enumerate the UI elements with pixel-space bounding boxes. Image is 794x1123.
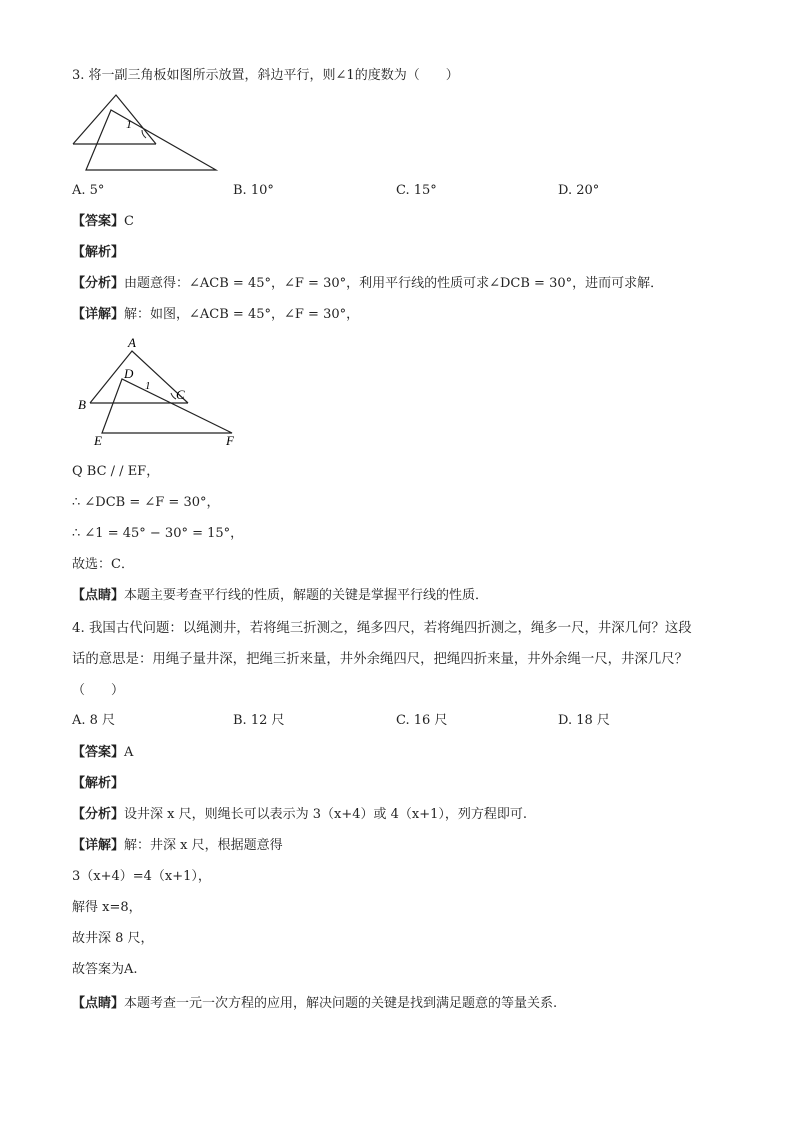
q4-answer-value: A <box>124 745 134 760</box>
q3-figure <box>66 90 226 176</box>
fig-label-1: 1 <box>145 380 151 392</box>
fig-label-a: A <box>128 335 136 350</box>
q3-dianjing-text: 本题主要考查平行线的性质，解题的关键是掌握平行线的性质． <box>124 588 489 603</box>
q3-fenxi-tag: 【分析】 <box>72 276 125 291</box>
q4-analysis-row <box>72 775 124 793</box>
q4-stem-line-1: 4. 我国古代问题：以绳测井，若将绳三折测之，绳多四尺，若将绳四折测之，绳多一尺，井深几何？这段 <box>72 621 692 636</box>
fig-label-d: D <box>124 366 134 381</box>
fig-label-b: B <box>78 397 86 412</box>
q3-fenxi-text: 由题意得：∠ACB = 45°，∠F = 30°，利用平行线的性质可求∠DCB = 30°，进而可求解． <box>124 276 664 291</box>
q4-stem-line-2: 话的意思是：用绳子量井深，把绳三折来量，井外余绳四尺，把绳四折来量，井外余绳一尺，井深几尺？ <box>72 652 688 667</box>
q3-xiangjie-tag: 【详解】 <box>72 307 125 322</box>
q4-answer-row <box>72 744 133 762</box>
q3-step-2: ∴ ∠DCB = ∠F = 30°， <box>72 495 220 510</box>
q3-dianjing-tag: 【点睛】 <box>72 588 125 603</box>
q3-step-3: ∴ ∠1 = 45° − 30° = 15°， <box>72 526 244 541</box>
q4-xiangjie-text: 解：井深 x 尺，根据题意得 <box>124 838 283 853</box>
q4-dianjing-row <box>72 995 557 1013</box>
q4-step-2: 解得 x=8， <box>72 900 142 915</box>
q3-xiangjie-row <box>72 306 359 324</box>
q4-step-4: 故答案为A. <box>72 962 138 977</box>
q3-stem: 3. 将一副三角板如图所示放置，斜边平行，则∠1的度数为（ ） <box>72 68 459 83</box>
q4-fenxi-tag: 【分析】 <box>72 807 125 822</box>
q4-xiangjie-row <box>72 837 283 855</box>
q3-dianjing-row <box>72 587 488 605</box>
q3-answer-tag: 【答案】 <box>72 214 125 229</box>
q4-dianjing-text: 本题考查一元一次方程的应用，解决问题的关键是找到满足题意的等量关系. <box>124 996 558 1011</box>
q4-xiangjie-tag: 【详解】 <box>72 838 125 853</box>
q4-option-d[interactable]: D. 18 尺 <box>558 713 610 728</box>
q3-step-4: 故选：C． <box>72 557 134 572</box>
fig-label-c: C <box>176 387 185 402</box>
q3-answer-row <box>72 213 134 231</box>
q3-fenxi-row <box>72 275 663 293</box>
q3-option-b[interactable]: B. 10° <box>233 183 274 198</box>
q3-answer-value: C <box>124 214 134 229</box>
q4-dianjing-tag: 【点睛】 <box>72 996 125 1011</box>
q4-step-1: 3（x+4）=4（x+1）， <box>72 869 211 884</box>
q4-option-c[interactable]: C. 16 尺 <box>396 713 448 728</box>
q3-option-d[interactable]: D. 20° <box>558 183 600 198</box>
q4-analysis-tag: 【解析】 <box>72 776 125 791</box>
q3-option-c[interactable]: C. 15° <box>396 183 437 198</box>
q4-step-3: 故井深 8 尺， <box>72 931 154 946</box>
q3-analysis-tag: 【解析】 <box>72 245 125 260</box>
q3-xiangjie-text: 解：如图，∠ACB = 45°，∠F = 30°， <box>124 307 360 322</box>
q3-option-a[interactable]: A. 5° <box>72 183 105 198</box>
q3-analysis-row <box>72 244 124 262</box>
q4-option-a[interactable]: A. 8 尺 <box>72 713 116 728</box>
q4-answer-tag: 【答案】 <box>72 745 125 760</box>
q4-option-b[interactable]: B. 12 尺 <box>233 713 285 728</box>
q3-step-1: Q BC / / EF， <box>72 464 160 479</box>
q4-stem-line-3: （ ） <box>72 683 125 698</box>
q4-fenxi-row <box>72 806 527 824</box>
fig-label-f: F <box>226 433 234 448</box>
q3-solution-figure <box>74 333 254 449</box>
q3-fig-label: 1 <box>126 117 132 131</box>
q4-fenxi-text: 设井深 x 尺，则绳长可以表示为 3（x+4）或 4（x+1），列方程即可. <box>124 807 528 822</box>
fig-label-e: E <box>94 433 102 448</box>
